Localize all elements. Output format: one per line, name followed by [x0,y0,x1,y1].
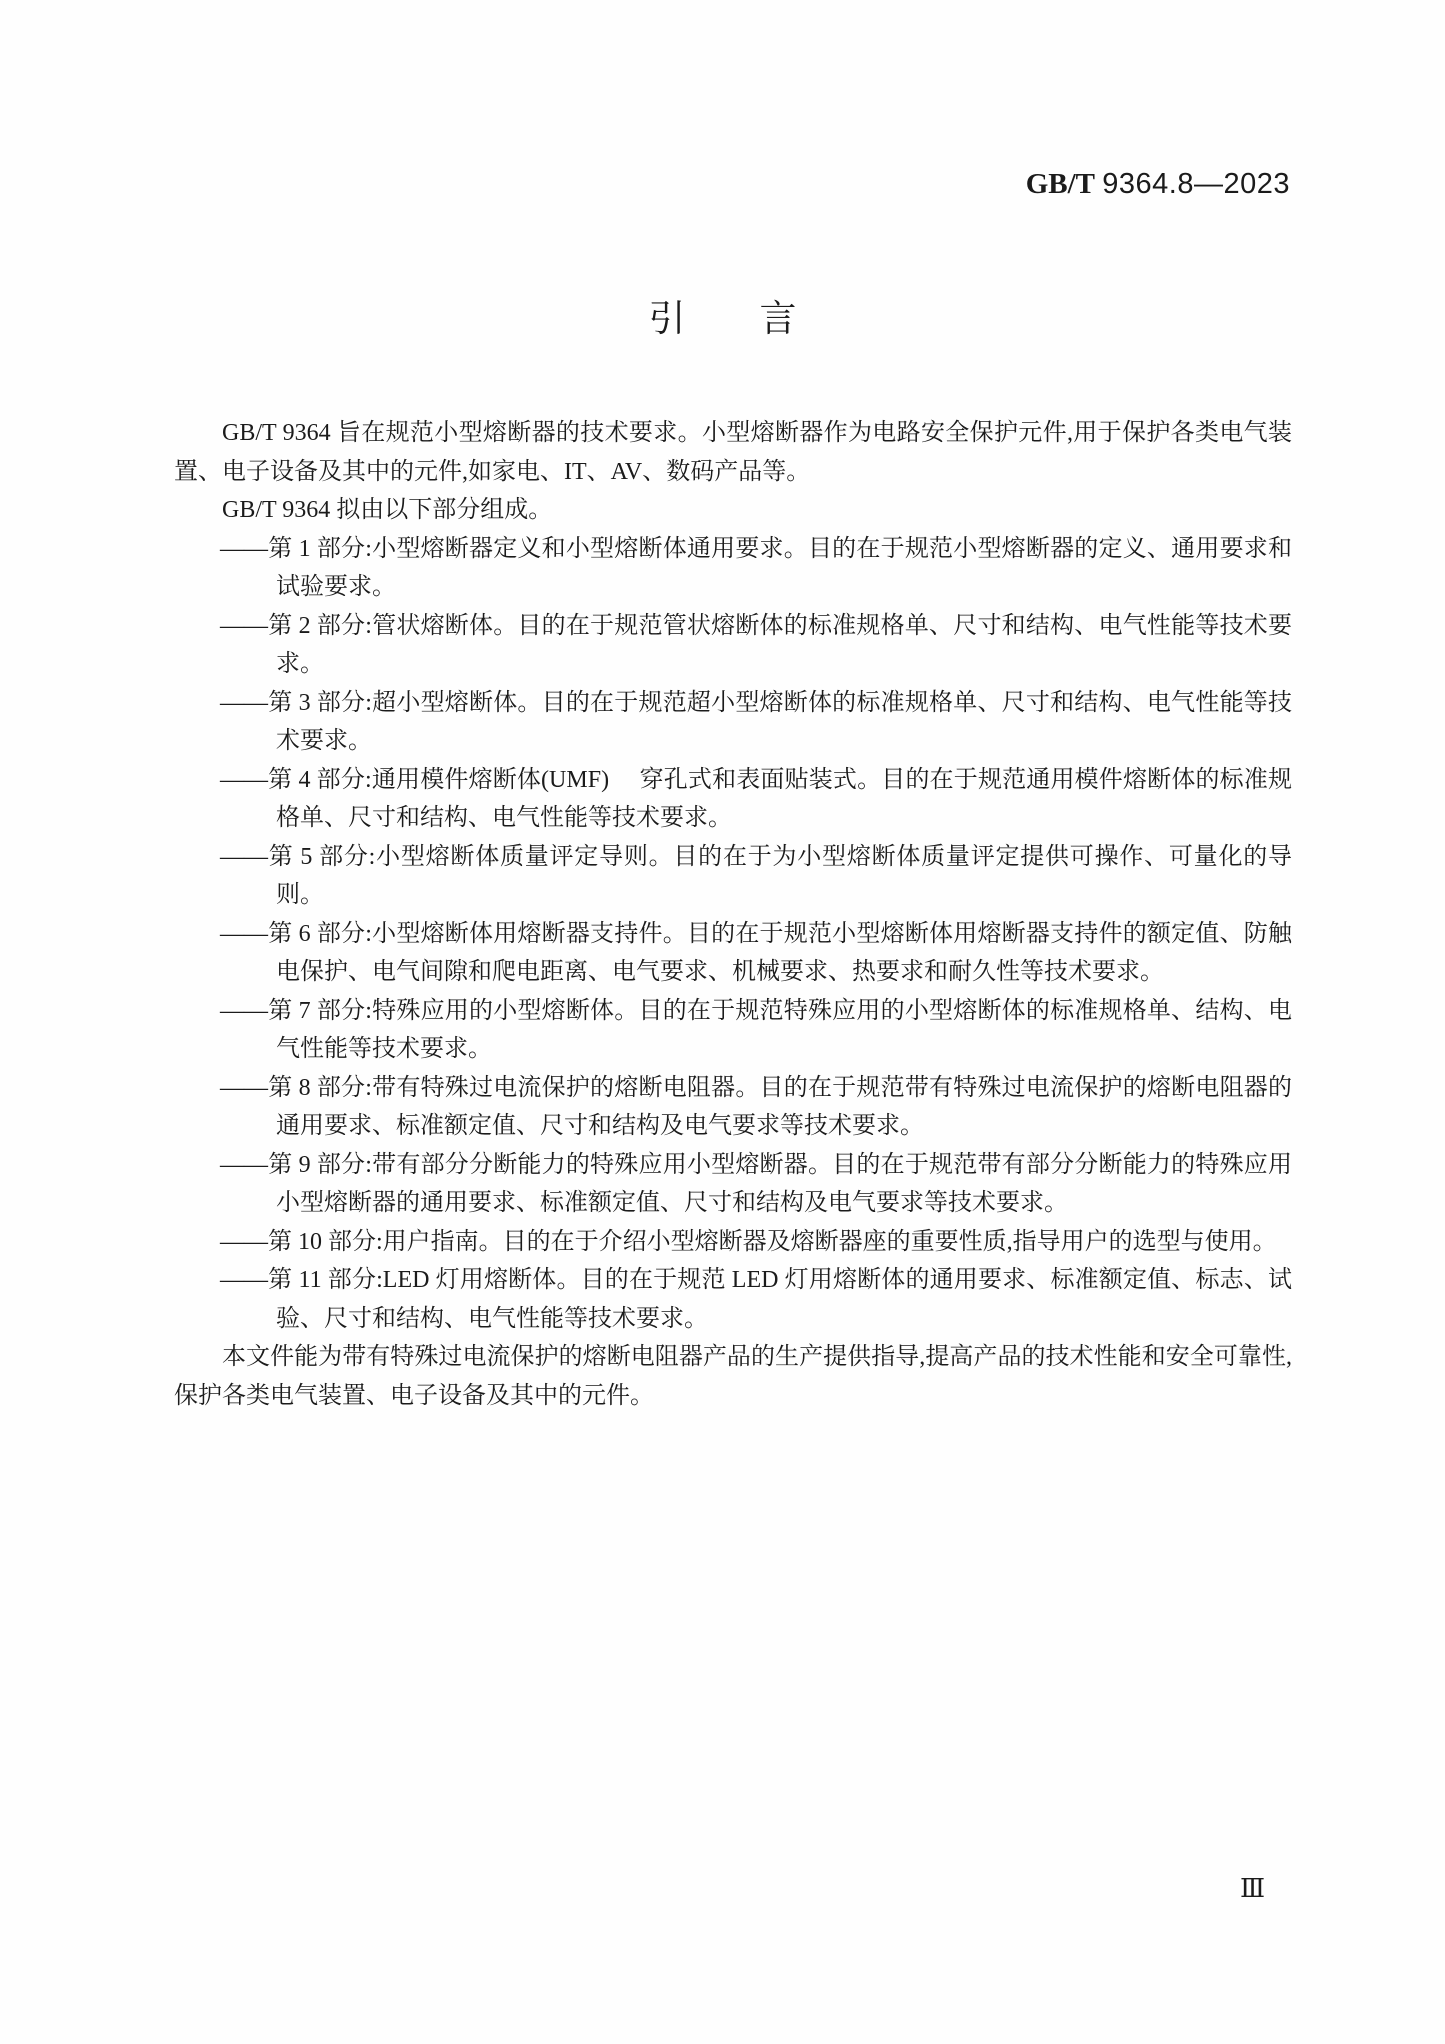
part-list-item: ——第 8 部分:带有特殊过电流保护的熔断电阻器。目的在于规范带有特殊过电流保护的熔断电阻器的通用要求、标准额定值、尺寸和结构及电气要求等技术要求。 [220,1074,1292,1139]
part-list-item: ——第 1 部分:小型熔断器定义和小型熔断体通用要求。目的在于规范小型熔断器的定义、通用要求和试验要求。 [220,535,1292,600]
part-list-item: ——第 11 部分:LED 灯用熔断体。目的在于规范 LED 灯用熔断体的通用要求、标准额定值、标志、试验、尺寸和结构、电气性能等技术要求。 [220,1267,1292,1332]
page-number: Ⅲ [1240,1874,1266,1903]
closing-paragraph: 本文件能为带有特殊过电流保护的熔断电阻器产品的生产提供指导,提高产品的技术性能和安全可靠性,保护各类电气装置、电子设备及其中的元件。 [174,1344,1292,1409]
standard-code-number: 9364.8—2023 [1102,168,1290,200]
intro-paragraph-scope: GB/T 9364 旨在规范小型熔断器的技术要求。小型熔断器作为电路安全保护元件,用于保护各类电气装置、电子设备及其中的元件,如家电、IT、AV、数码产品等。 [174,420,1292,485]
part-list-item: ——第 6 部分:小型熔断体用熔断器支持件。目的在于规范小型熔断体用熔断器支持件的额定值、防触电保护、电气间隙和爬电距离、电气要求、机械要求、热要求和耐久性等技术要求。 [220,920,1292,985]
document-code [1026,168,1290,201]
part-list-item: ——第 7 部分:特殊应用的小型熔断体。目的在于规范特殊应用的小型熔断体的标准规格单、结构、电气性能等技术要求。 [220,997,1292,1062]
part-list-item: ——第 3 部分:超小型熔断体。目的在于规范超小型熔断体的标准规格单、尺寸和结构、电气性能等技术要求。 [220,689,1292,754]
page-title: 引 言 [648,298,797,339]
parts-list [174,530,1292,1339]
part-list-item: ——第 2 部分:管状熔断体。目的在于规范管状熔断体的标准规格单、尺寸和结构、电气性能等技术要求。 [220,612,1292,677]
intro-paragraph-composition: GB/T 9364 拟由以下部分组成。 [222,497,553,523]
part-list-item: ——第 5 部分:小型熔断体质量评定导则。目的在于为小型熔断体质量评定提供可操作、可量化的导则。 [220,843,1292,908]
part-list-item: ——第 9 部分:带有部分分断能力的特殊应用小型熔断器。目的在于规范带有部分分断能力的特殊应用小型熔断器的通用要求、标准额定值、尺寸和结构及电气要求等技术要求。 [220,1151,1292,1216]
part-list-item: ——第 10 部分:用户指南。目的在于介绍小型熔断器及熔断器座的重要性质,指导用户的选型与使用。 [220,1228,1277,1255]
document-body [174,414,1292,1415]
part-list-item: ——第 4 部分:通用模件熔断体(UMF) 穿孔式和表面贴装式。目的在于规范通用模件熔断体的标准规格单、尺寸和结构、电气性能等技术要求。 [220,766,1292,831]
standard-code-prefix: GB/T [1025,168,1096,200]
